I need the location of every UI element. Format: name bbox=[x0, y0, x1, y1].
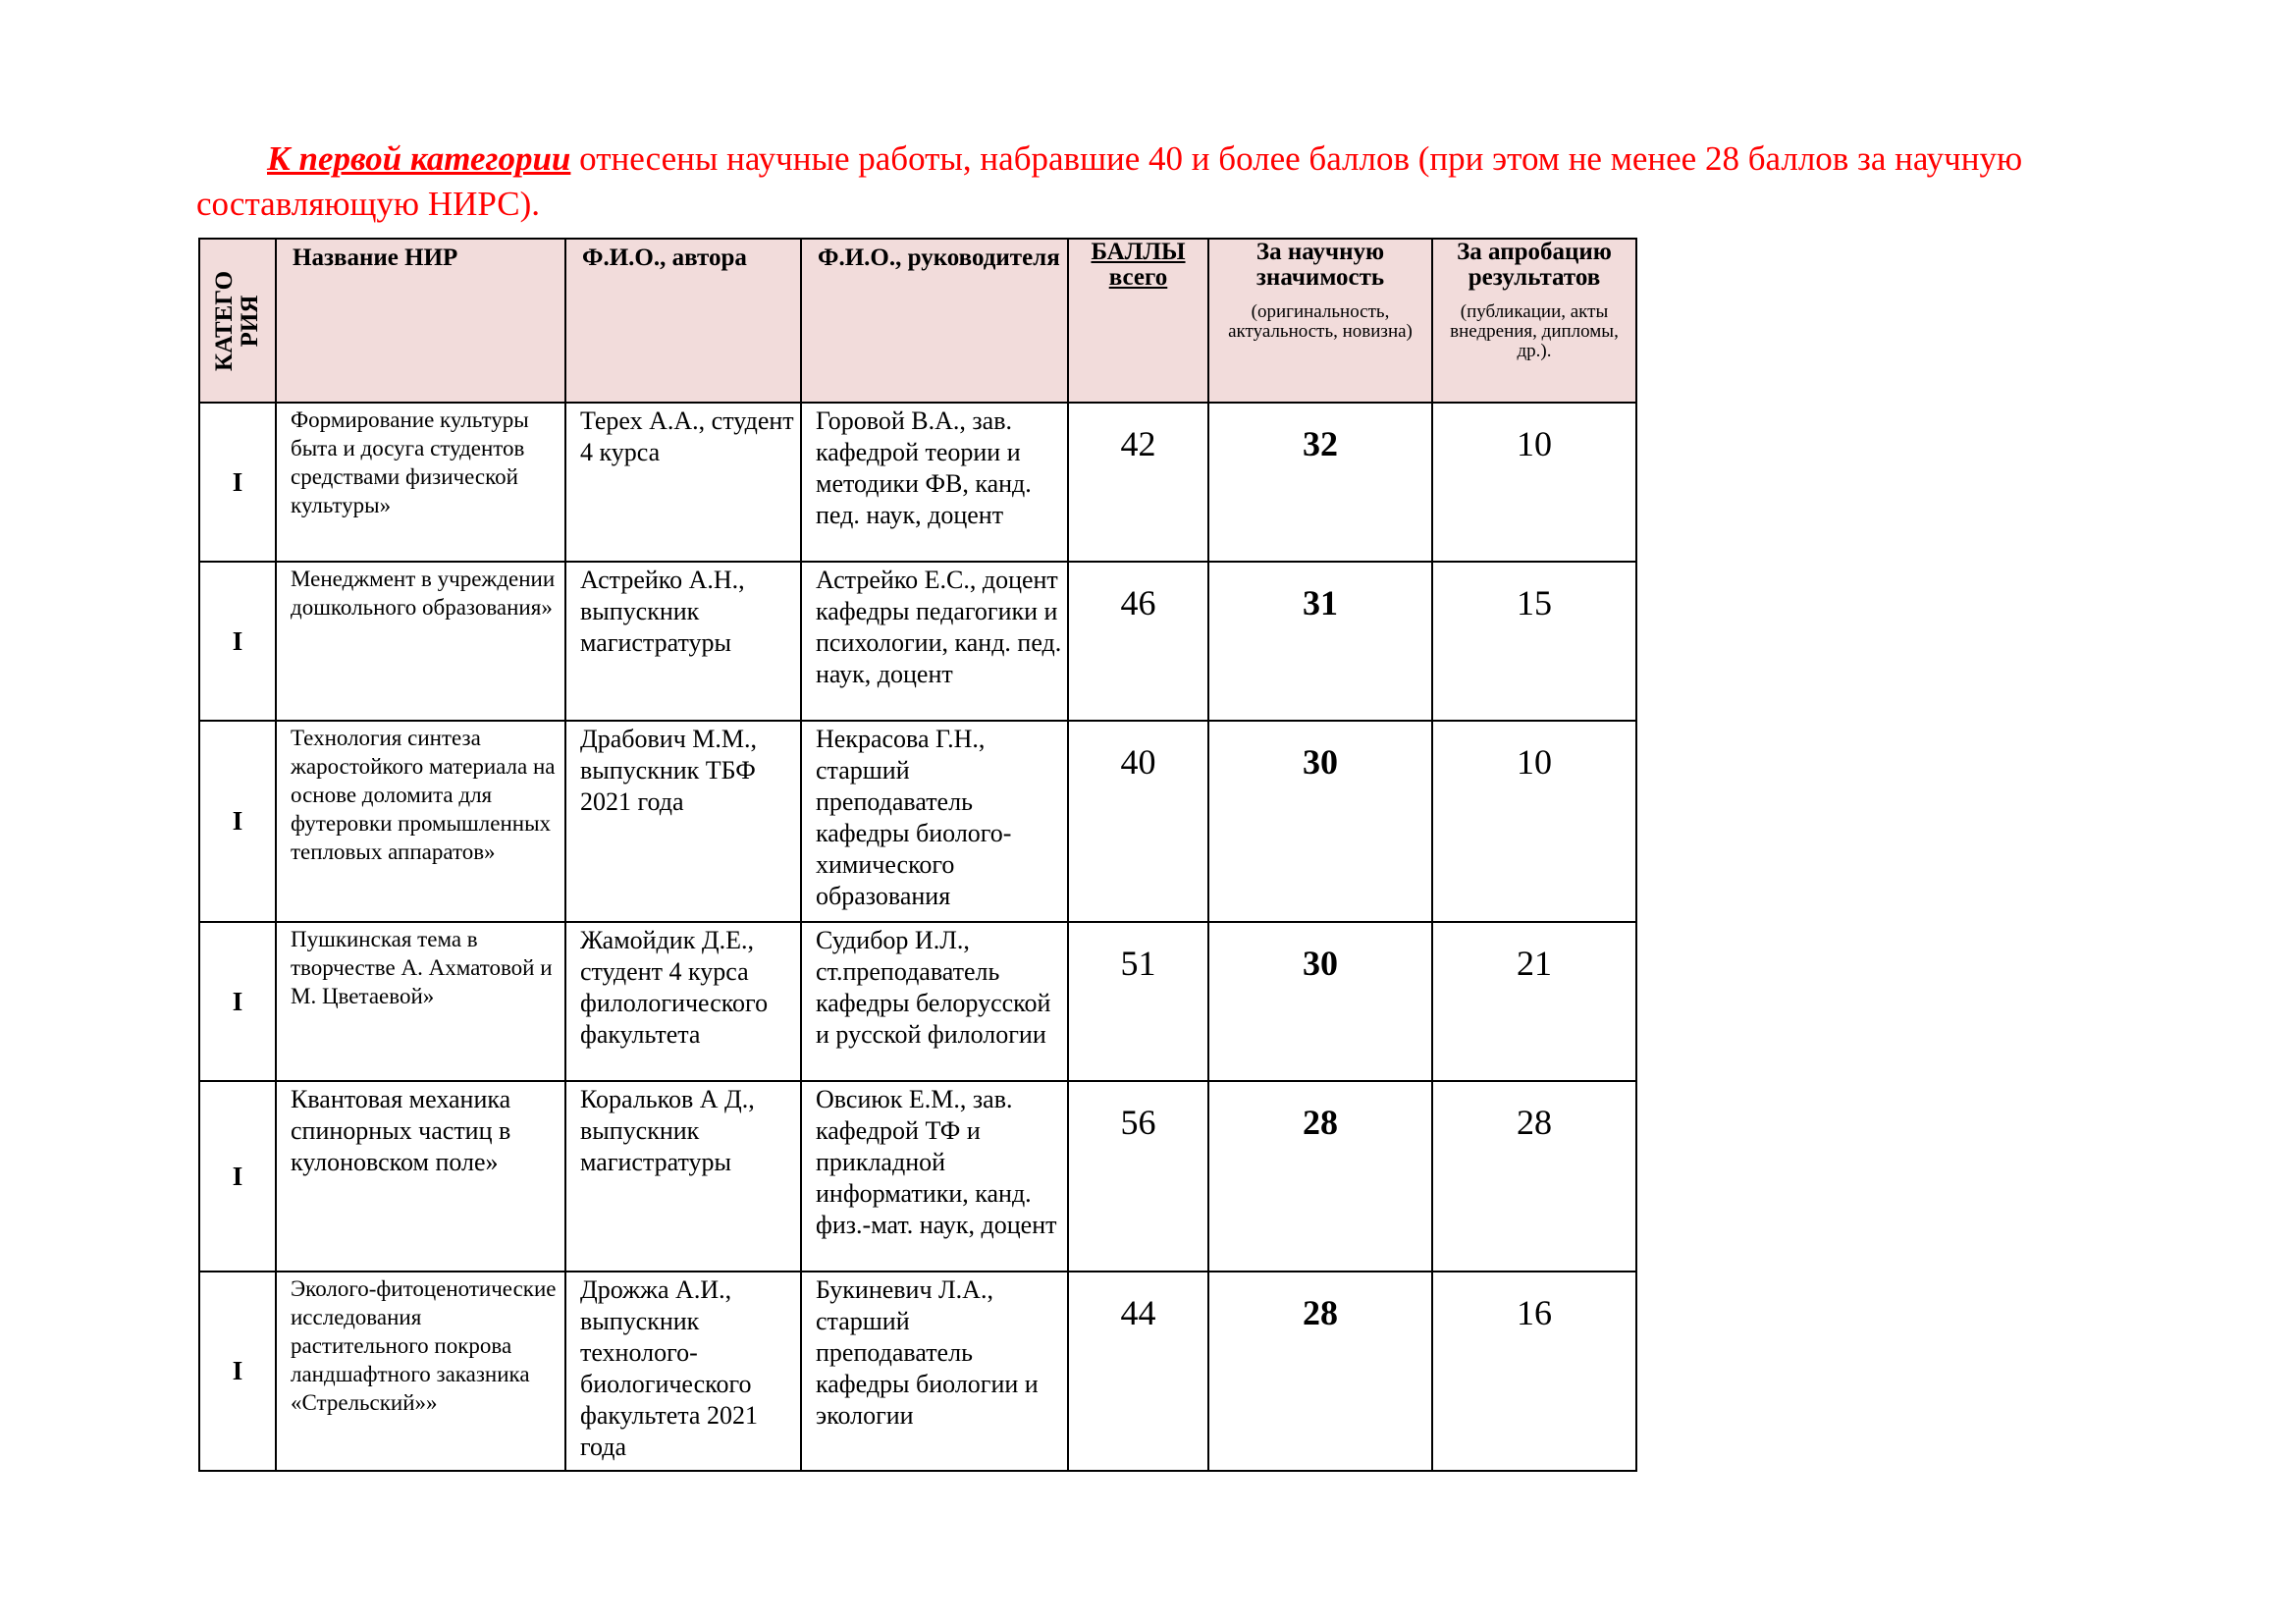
table-row bbox=[199, 922, 1636, 1081]
header-category-label: КАТЕГО РИЯ bbox=[211, 270, 263, 371]
row-total: 40 bbox=[1068, 721, 1208, 922]
row-supervisor: Судибор И.Л., ст.преподаватель кафедры белорусской и русской филологии bbox=[801, 922, 1068, 1081]
intro-lead: К первой категории bbox=[267, 139, 571, 178]
row-approbation: 28 bbox=[1432, 1081, 1636, 1272]
row-total: 44 bbox=[1068, 1272, 1208, 1471]
row-approbation: 10 bbox=[1432, 403, 1636, 562]
row-science: 28 bbox=[1208, 1081, 1432, 1272]
row-science: 30 bbox=[1208, 721, 1432, 922]
row-approbation: 15 bbox=[1432, 562, 1636, 721]
row-science: 32 bbox=[1208, 403, 1432, 562]
row-author: Коральков А Д., выпускник магистратуры bbox=[565, 1081, 801, 1272]
row-title: Квантовая механика спинорных частиц в кулоновском поле» bbox=[276, 1081, 565, 1272]
row-author: Драбович М.М., выпускник ТБФ 2021 года bbox=[565, 721, 801, 922]
row-title: Менеджмент в учреждении дошкольного образования» bbox=[276, 562, 565, 721]
row-title: Эколого-фитоценотические исследования растительного покрова ландшафтного заказника «Стрельский»» bbox=[276, 1272, 565, 1471]
row-author: Астрейко А.Н., выпускник магистратуры bbox=[565, 562, 801, 721]
row-total: 56 bbox=[1068, 1081, 1208, 1272]
row-category: I bbox=[199, 562, 276, 721]
header-row bbox=[199, 239, 1636, 403]
intro-text: отнесены научные работы, набравшие 40 и более баллов (при этом не менее 28 баллов за научную составляющую НИРС). bbox=[196, 139, 2023, 223]
results-table bbox=[198, 238, 1637, 1472]
row-total: 42 bbox=[1068, 403, 1208, 562]
header-author: Ф.И.О., автора bbox=[565, 239, 801, 403]
row-category: I bbox=[199, 721, 276, 922]
row-total: 46 bbox=[1068, 562, 1208, 721]
row-approbation: 16 bbox=[1432, 1272, 1636, 1471]
row-author: Дрожжа А.И., выпускник технолого-биологического факультета 2021 года bbox=[565, 1272, 801, 1471]
row-title: Технология синтеза жаростойкого материала на основе доломита для футеровки промышленных тепловых аппаратов» bbox=[276, 721, 565, 922]
row-category: I bbox=[199, 922, 276, 1081]
header-total bbox=[1068, 239, 1208, 403]
intro-paragraph bbox=[196, 136, 2160, 227]
table-row bbox=[199, 721, 1636, 922]
row-approbation: 10 bbox=[1432, 721, 1636, 922]
row-author: Жамойдик Д.Е., студент 4 курса филологического факультета bbox=[565, 922, 801, 1081]
table-row bbox=[199, 1081, 1636, 1272]
header-science-note: (оригинальность, актуальность, новизна) bbox=[1228, 301, 1413, 342]
header-approbation-note: (публикации, акты внедрения, дипломы, др.). bbox=[1450, 301, 1619, 361]
row-supervisor: Овсиюк Е.М., зав. кафедрой ТФ и прикладной информатики, канд. физ.-мат. наук, доцент bbox=[801, 1081, 1068, 1272]
header-supervisor: Ф.И.О., руководителя bbox=[801, 239, 1068, 403]
row-supervisor: Горовой В.А., зав. кафедрой теории и методики ФВ, канд. пед. наук, доцент bbox=[801, 403, 1068, 562]
row-category: I bbox=[199, 1081, 276, 1272]
table-row bbox=[199, 1272, 1636, 1471]
row-supervisor: Астрейко Е.С., доцент кафедры педагогики и психологии, канд. пед. наук, доцент bbox=[801, 562, 1068, 721]
header-approbation bbox=[1432, 239, 1636, 403]
row-title: Пушкинская тема в творчестве А. Ахматовой и М. Цветаевой» bbox=[276, 922, 565, 1081]
row-supervisor: Некрасова Г.Н., старший преподаватель кафедры биолого-химического образования bbox=[801, 721, 1068, 922]
header-category bbox=[199, 239, 276, 403]
row-supervisor: Букиневич Л.А., старший преподаватель кафедры биологии и экологии bbox=[801, 1272, 1068, 1471]
row-category: I bbox=[199, 1272, 276, 1471]
row-title: Формирование культуры быта и досуга студентов средствами физической культуры» bbox=[276, 403, 565, 562]
header-title: Название НИР bbox=[276, 239, 565, 403]
header-total-label: БАЛЛЫ всего bbox=[1091, 239, 1186, 291]
row-science: 28 bbox=[1208, 1272, 1432, 1471]
row-author: Терех А.А., студент 4 курса bbox=[565, 403, 801, 562]
row-science: 31 bbox=[1208, 562, 1432, 721]
table-row bbox=[199, 403, 1636, 562]
header-approbation-label: За апробацию результатов bbox=[1457, 239, 1612, 291]
row-science: 30 bbox=[1208, 922, 1432, 1081]
row-total: 51 bbox=[1068, 922, 1208, 1081]
header-science bbox=[1208, 239, 1432, 403]
header-science-label: За научную значимость bbox=[1255, 239, 1385, 291]
row-category: I bbox=[199, 403, 276, 562]
table-row bbox=[199, 562, 1636, 721]
row-approbation: 21 bbox=[1432, 922, 1636, 1081]
